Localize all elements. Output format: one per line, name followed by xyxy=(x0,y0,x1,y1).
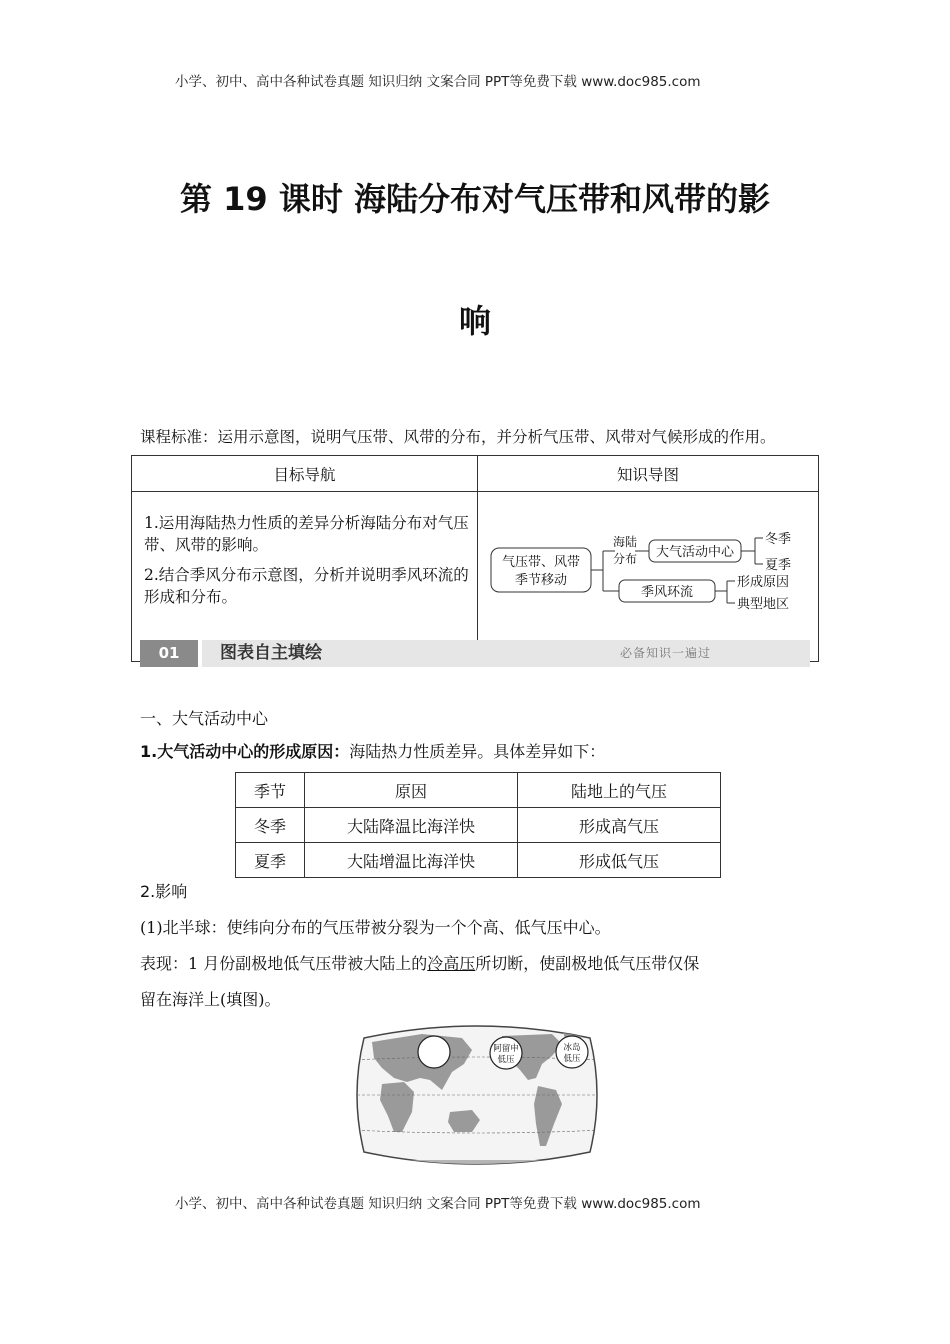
page-footer: 小学、初中、高中各种试卷真题 知识归纳 文案合同 PPT等免费下载 www.doc985.com xyxy=(175,1196,701,1212)
section-heading: 一、大气活动中心 xyxy=(140,709,269,728)
section-banner-divider xyxy=(198,640,202,667)
goal-table-header-mindmap: 知识导图 xyxy=(478,456,819,492)
subheading-cause-text: 海陆热力性质差异。具体差异如下： xyxy=(349,742,606,761)
section-banner-number: 01 xyxy=(140,640,198,667)
page-title-line1: 第 19 课时 海陆分布对气压带和风带的影 xyxy=(180,180,770,218)
pressure-table xyxy=(235,772,721,878)
table-cell: 形成高气压 xyxy=(518,808,721,843)
mindmap-branch1: 大气活动中心 xyxy=(655,545,735,560)
knowledge-mindmap xyxy=(479,500,817,649)
mindmap-root-line1: 气压带、风带 xyxy=(501,555,581,570)
iceland-low-label: 冰岛 xyxy=(563,1043,581,1053)
mindmap-cell xyxy=(478,492,819,662)
mindmap-branch1-child: 冬季 xyxy=(765,532,792,547)
pressure-table-header: 原因 xyxy=(305,773,518,808)
mindmap-branch2-child: 形成原因 xyxy=(737,575,790,590)
aleutian-low-label: 阿留申 xyxy=(493,1044,519,1054)
section-banner-title: 图表自主填绘 xyxy=(220,643,322,663)
paragraph-northern-hemisphere: (1)北半球：使纬向分布的气压带被分裂为一个个高、低气压中心。 xyxy=(140,918,611,937)
mindmap-branch1-label-line1: 海陆 xyxy=(612,535,638,549)
landmass-antarctica xyxy=(352,1160,602,1170)
mindmap-branch2-child: 典型地区 xyxy=(737,597,790,612)
table-row xyxy=(236,843,721,878)
goal-item: 2.结合季风分布示意图，分析并说明季风环流的形成和分布。 xyxy=(144,566,469,606)
goal-table xyxy=(131,455,819,662)
table-cell: 冬季 xyxy=(236,808,305,843)
siberian-high-circle xyxy=(418,1036,450,1068)
page-title-line2: 响 xyxy=(458,302,491,340)
mindmap-branch1-child: 夏季 xyxy=(765,558,792,573)
table-cell: 夏季 xyxy=(236,843,305,878)
iceland-low-label: 低压 xyxy=(563,1054,581,1064)
goal-table-header-goals: 目标导航 xyxy=(132,456,478,492)
section-banner-tagline: 必备知识一遍过 xyxy=(620,646,712,660)
pressure-table-header: 陆地上的气压 xyxy=(518,773,721,808)
table-cell: 大陆增温比海洋快 xyxy=(305,843,518,878)
curriculum-standard: 课程标准：运用示意图，说明气压带、风带的分布，并分析气压带、风带对气候形成的作用。 xyxy=(140,428,776,446)
table-cell: 形成低气压 xyxy=(518,843,721,878)
paragraph-continued: 留在海洋上(填图)。 xyxy=(140,990,281,1009)
pressure-table-header: 季节 xyxy=(236,773,305,808)
goal-list xyxy=(132,492,478,662)
paragraph-manifestation-before: 表现：1 月份副极地低气压带被大陆上的 xyxy=(140,954,428,973)
mindmap-branch1-label-line2: 分布 xyxy=(612,552,638,566)
subheading-impact: 2.影响 xyxy=(140,882,188,901)
table-row xyxy=(236,808,721,843)
fill-in-answer: 冷高压 xyxy=(427,954,476,973)
goal-item: 1.运用海陆热力性质的差异分析海陆分布对气压带、风带的影响。 xyxy=(144,514,469,554)
paragraph-manifestation-after: 所切断，使副极地低气压带仅保 xyxy=(475,954,700,973)
aleutian-low-label: 低压 xyxy=(497,1055,515,1065)
subheading-cause xyxy=(140,739,605,762)
mindmap-root-line2: 季节移动 xyxy=(514,573,568,588)
paragraph-manifestation xyxy=(140,951,699,974)
page-header: 小学、初中、高中各种试卷真题 知识归纳 文案合同 PPT等免费下载 www.doc985.com xyxy=(175,74,701,90)
subheading-cause-bold: 1.大气活动中心的形成原因： xyxy=(140,742,350,761)
table-cell: 大陆降温比海洋快 xyxy=(305,808,518,843)
mindmap-branch2: 季风环流 xyxy=(640,585,694,600)
world-pressure-map xyxy=(352,1020,602,1170)
